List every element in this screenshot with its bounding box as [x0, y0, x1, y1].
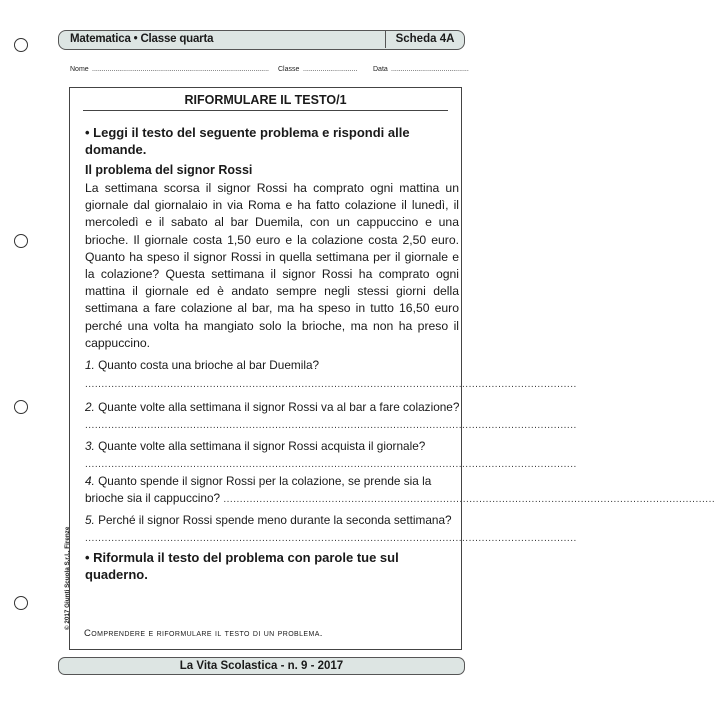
answer-line[interactable]: ...................................................................................................................................................... — [85, 533, 577, 544]
answer-line[interactable]: ...................................................................................................................................................... — [223, 494, 715, 505]
binder-hole — [14, 400, 28, 414]
final-instruction: • Riformula il testo del problema con parole tue sul quaderno. — [85, 550, 399, 582]
name-field[interactable]: ........................................................................................... — [92, 66, 269, 73]
question-text: Quante volte alla settimana il signor Rossi acquista il giornale? — [98, 439, 426, 453]
binder-hole — [14, 234, 28, 248]
question-4 — [85, 473, 461, 490]
question-text: Quante volte alla settimana il signor Rossi va al bar a fare colazione? — [98, 400, 460, 414]
question-2 — [85, 399, 461, 416]
binder-hole — [14, 38, 28, 52]
date-label: Data — [373, 66, 388, 73]
question-text: Quanto costa una brioche al bar Duemila? — [98, 358, 320, 372]
question-1 — [85, 357, 461, 374]
worksheet-header — [58, 30, 465, 50]
question-3 — [85, 438, 461, 455]
class-label: Classe — [278, 66, 300, 73]
problem-title: Il problema del signor Rossi — [85, 163, 253, 177]
question-number: 5. — [85, 513, 95, 527]
instruction-text: • Leggi il testo del seguente problema e rispondi alle domande. — [85, 125, 410, 157]
answer-line[interactable]: ...................................................................................................................................................... — [85, 379, 577, 390]
exercise-title: RIFORMULARE IL TESTO/1 — [184, 93, 347, 107]
question-text: Perché il signor Rossi spende meno durante la seconda settimana? — [98, 513, 452, 527]
question-text: brioche sia il cappuccino? — [85, 491, 221, 505]
subject-label: Matematica • Classe quarta — [70, 33, 214, 45]
question-number: 4. — [85, 474, 95, 488]
answer-line[interactable]: ...................................................................................................................................................... — [85, 459, 577, 470]
question-5 — [85, 512, 461, 529]
copyright-note: © 2017 Giunti Scuola S.r.l., Firenze — [64, 526, 71, 630]
footer-bar: La Vita Scolastica - n. 9 - 2017 — [58, 657, 465, 675]
title-divider — [83, 110, 448, 111]
problem-text: La settimana scorsa il signor Rossi ha comprato ogni mattina un giornale dal giornalaio in via Roma e ha fatto colazione il lunedì, il mercoledì e il sabato al bar Duemila, con un cappuccino e una brioche. Il giornale costa 1,50 euro e la colazione costa 2,50 euro. Quanto ha speso il signor Rossi in quella settimana per il giornale e la colazione? Questa settimana il signor Rossi ha comprato ogni mattina il giornale ed è andato sempre negli stessi giorni della settimana a fare colazione al bar, ma ha speso in tutto 16,50 euro perché una volta ha mangiato solo la brioche, ma non ha preso il cappuccino. — [85, 181, 459, 350]
name-label: Nome — [70, 66, 89, 73]
skill-statement: Comprendere e riformulare il testo di un problema. — [84, 628, 323, 639]
question-number: 2. — [85, 400, 95, 414]
question-number: 1. — [85, 358, 95, 372]
date-field[interactable]: ........................................ — [391, 66, 469, 73]
question-number: 3. — [85, 439, 95, 453]
binder-hole — [14, 596, 28, 610]
sheet-label: Scheda 4A — [385, 30, 464, 48]
question-text: Quanto spende il signor Rossi per la colazione, se prende sia la — [98, 474, 432, 488]
question-4-continued — [85, 490, 715, 507]
answer-line[interactable]: ...................................................................................................................................................... — [85, 420, 577, 431]
class-field[interactable]: ............................ — [303, 66, 358, 73]
